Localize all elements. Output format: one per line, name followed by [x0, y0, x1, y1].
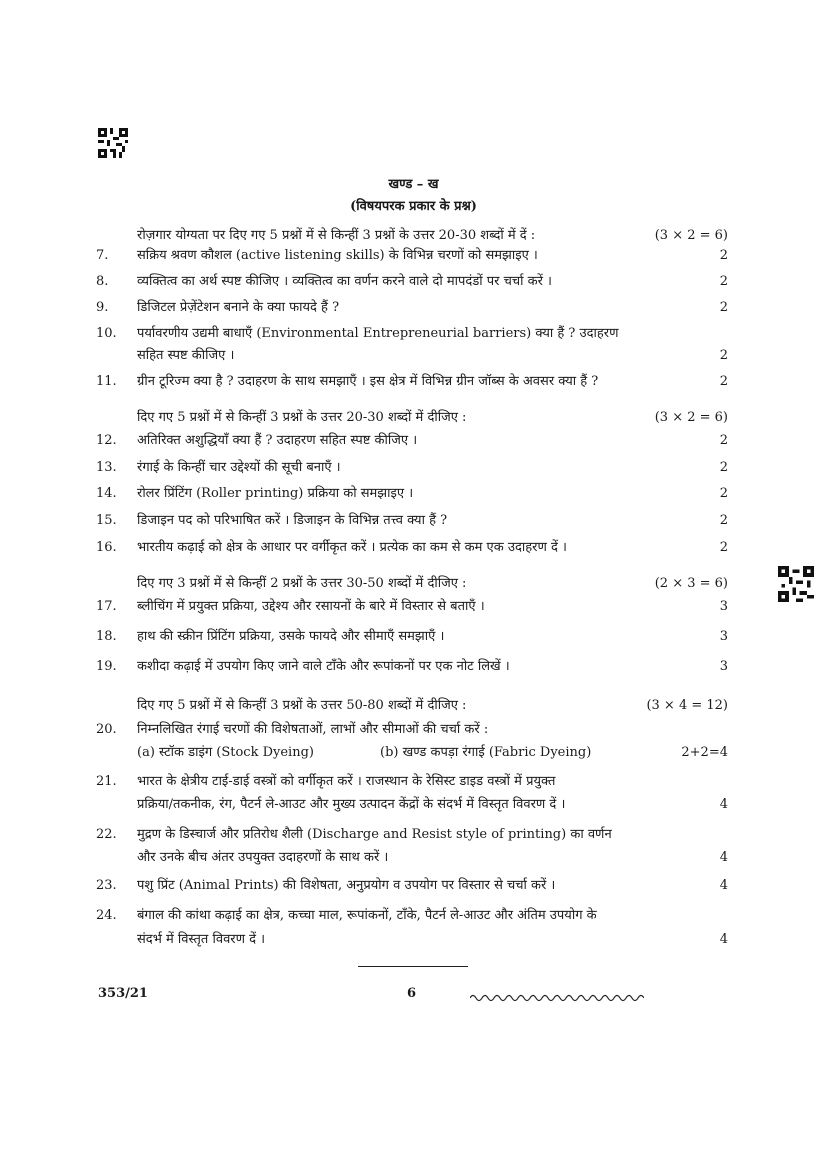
question-marks: 2: [719, 300, 728, 315]
question-number: 22.: [96, 827, 117, 842]
qr-code-top-left: [98, 128, 128, 158]
question-marks: 2: [719, 486, 728, 501]
question-text: डिजिटल प्रेज़ेंटेशन बनाने के क्या फायदे हैं ?: [137, 300, 340, 315]
question-marks: 4: [719, 797, 728, 812]
question-text-line1: भारत के क्षेत्रीय टाई-डाई वस्त्रों को वर्गीकृत करें । राजस्थान के रेसिस्ट डाइड वस्त्रों में प्रयुक्त: [137, 774, 556, 789]
wavy-line: [470, 989, 644, 1001]
question-text: हाथ की स्क्रीन प्रिंटिंग प्रक्रिया, उसके फायदे और सीमाएँ समझाएँ ।: [137, 629, 445, 644]
question-text: पशु प्रिंट (Animal Prints) की विशेषता, अनुप्रयोग व उपयोग पर विस्तार से चर्चा करें ।: [137, 878, 556, 893]
question-marks: 3: [719, 629, 728, 644]
question-number: 21.: [96, 774, 117, 789]
group-total-marks: (3 × 2 = 6): [654, 410, 728, 425]
question-marks: 4: [719, 850, 728, 865]
group-instruction: [137, 694, 728, 717]
instruction-text: दिए गए 5 प्रश्नों में से किन्हीं 3 प्रश्नों के उत्तर 50-80 शब्दों में दीजिए :: [137, 698, 467, 713]
question-marks: 3: [719, 659, 728, 674]
question-number: 24.: [96, 908, 117, 923]
question-text: ग्रीन टूरिज्म क्या है ? उदाहरण के साथ समझाएँ । इस क्षेत्र में विभिन्न ग्रीन जॉब्स के अवसर क्या हैं ?: [137, 374, 599, 389]
question-number: 18.: [96, 629, 117, 644]
group-instruction: [137, 406, 728, 429]
question-text-line1: मुद्रण के डिस्चार्ज और प्रतिरोध शैली (Discharge and Resist style of printing) का वर्णन: [137, 827, 612, 842]
question-number: 10.: [96, 326, 117, 341]
question-text-line1: पर्यावरणीय उद्यमी बाधाएँ (Environmental Entrepreneurial barriers) क्या हैं ? उदाहरण: [137, 326, 619, 341]
question-marks: 4: [719, 878, 728, 893]
group-total-marks: (2 × 3 = 6): [654, 576, 728, 591]
section-title: खण्ड – ख: [388, 177, 439, 192]
question-number: 16.: [96, 540, 117, 555]
instruction-text: दिए गए 5 प्रश्नों में से किन्हीं 3 प्रश्नों के उत्तर 20-30 शब्दों में दीजिए :: [137, 410, 467, 425]
question-text: निम्नलिखित रंगाई चरणों की विशेषताओं, लाभों और सीमाओं की चर्चा करें :: [137, 722, 489, 737]
question-marks: 2: [719, 540, 728, 555]
qr-code-right: [778, 566, 814, 602]
question-text-line2: प्रक्रिया/तकनीक, रंग, पैटर्न ले-आउट और मुख्य उत्पादन केंद्रों के संदर्भ में विस्तृत विवरण दें ।: [137, 797, 566, 812]
question-text-line2: संदर्भ में विस्तृत विवरण दें ।: [137, 932, 266, 947]
question-text: भारतीय कढ़ाई को क्षेत्र के आधार पर वर्गीकृत करें । प्रत्येक का कम से कम एक उदाहरण दें ।: [137, 540, 567, 555]
question-number: 8.: [96, 274, 109, 289]
question-text: कशीदा कढ़ाई में उपयोग किए जाने वाले टाँके और रूपांकनों पर एक नोट लिखें ।: [137, 659, 510, 674]
question-text: डिजाइन पद को परिभाषित करें । डिजाइन के विभिन्न तत्त्व क्या हैं ?: [137, 513, 448, 528]
question-marks: 2: [719, 433, 728, 448]
question-text: ब्लीचिंग में प्रयुक्त प्रक्रिया, उद्देश्य और रसायनों के बारे में विस्तार से बताएँ ।: [137, 599, 485, 614]
question-text-line2: सहित स्पष्ट कीजिए ।: [137, 348, 235, 363]
question-number: 9.: [96, 300, 109, 315]
group-total-marks: (3 × 4 = 12): [646, 698, 728, 713]
question-number: 12.: [96, 433, 117, 448]
question-text: सक्रिय श्रवण कौशल (active listening skills) के विभिन्न चरणों को समझाइए ।: [137, 248, 538, 263]
question-number: 19.: [96, 659, 117, 674]
question-text: रंगाई के किन्हीं चार उद्देश्यों की सूची बनाएँ ।: [137, 460, 341, 475]
question-marks: 2: [719, 460, 728, 475]
question-number: 7.: [96, 248, 109, 263]
group-total-marks: (3 × 2 = 6): [654, 228, 728, 243]
question-number: 20.: [96, 722, 117, 737]
question-text: रोलर प्रिंटिंग (Roller printing) प्रक्रिया को समझाइए ।: [137, 486, 414, 501]
question-number: 23.: [96, 878, 117, 893]
paper-code: 353/21: [98, 986, 148, 1001]
question-text: अतिरिक्त अशुद्धियाँ क्या हैं ? उदाहरण सहित स्पष्ट कीजिए ।: [137, 433, 418, 448]
question-marks: 2+2=4: [681, 745, 728, 760]
instruction-text: रोज़गार योग्यता पर दिए गए 5 प्रश्नों में से किन्हीं 3 प्रश्नों के उत्तर 20-30 शब्दों में दें :: [137, 228, 536, 243]
section-subtitle: (विषयपरक प्रकार के प्रश्न): [350, 199, 477, 214]
question-text: व्यक्तित्व का अर्थ स्पष्ट कीजिए । व्यक्तित्व का वर्णन करने वाले दो मापदंडों पर चर्चा करें ।: [137, 274, 552, 289]
end-divider: [358, 966, 468, 967]
question-marks: 2: [719, 513, 728, 528]
sub-option-b: (b) खण्ड कपड़ा रंगाई (Fabric Dyeing): [380, 745, 592, 760]
question-number: 14.: [96, 486, 117, 501]
question-number: 15.: [96, 513, 117, 528]
group-instruction: [137, 572, 728, 595]
instruction-text: दिए गए 3 प्रश्नों में से किन्हीं 2 प्रश्नों के उत्तर 30-50 शब्दों में दीजिए :: [137, 576, 467, 591]
question-marks: 2: [719, 374, 728, 389]
question-marks: 2: [719, 248, 728, 263]
question-text-line1: बंगाल की कांथा कढ़ाई का क्षेत्र, कच्चा माल, रूपांकनों, टाँके, पैटर्न ले-आउट और अंतिम उपयोग के: [137, 908, 597, 923]
question-text-line2: और उनके बीच अंतर उपयुक्त उदाहरणों के साथ करें ।: [137, 850, 389, 865]
page-number: 6: [407, 986, 417, 1001]
question-number: 17.: [96, 599, 117, 614]
question-marks: 2: [719, 348, 728, 363]
question-number: 13.: [96, 460, 117, 475]
question-marks: 4: [719, 932, 728, 947]
question-marks: 3: [719, 599, 728, 614]
question-marks: 2: [719, 274, 728, 289]
question-number: 11.: [96, 374, 117, 389]
sub-option-a: (a) स्टॉक डाइंग (Stock Dyeing): [137, 745, 314, 760]
